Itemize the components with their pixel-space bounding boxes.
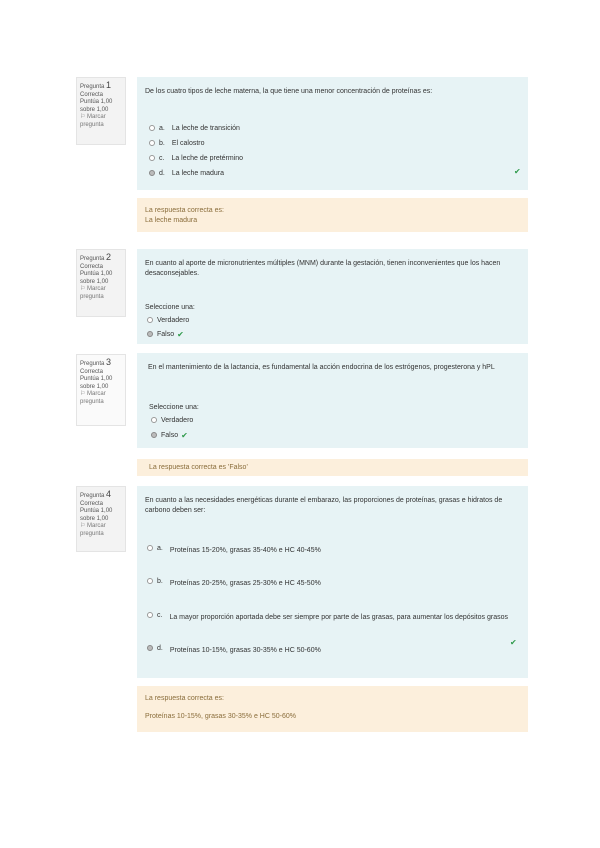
select-label: Seleccione una: (145, 303, 195, 311)
select-label: Seleccione una: (149, 403, 199, 411)
correct-check-icon: ✔ (514, 167, 521, 176)
question-info-1 (76, 77, 126, 145)
question-content-4 (137, 486, 528, 678)
radio-button-selected[interactable] (149, 170, 155, 176)
radio-button[interactable] (147, 612, 153, 618)
radio-button-selected[interactable] (147, 331, 153, 337)
question-score: Puntúa 1,00 (80, 508, 113, 514)
radio-button[interactable] (147, 545, 153, 551)
answer-option-b[interactable]: b. El calostro (149, 138, 205, 148)
feedback-box-4 (137, 686, 528, 732)
feedback-text: La respuesta correcta es 'Falso' (149, 464, 248, 471)
radio-button[interactable] (149, 140, 155, 146)
answer-option-a[interactable]: a. Proteínas 15-20%, grasas 35-40% e HC 40-45% (147, 543, 321, 553)
flag-icon: ⚐ (80, 286, 88, 292)
answer-option-false[interactable]: Falso ✔ (147, 329, 184, 339)
question-state: Correcta (80, 368, 104, 375)
radio-button[interactable] (147, 578, 153, 584)
question-info-2 (76, 249, 126, 317)
question-number: Pregunta 2 (80, 252, 112, 262)
question-number: Pregunta 3 (80, 357, 112, 367)
question-info-4 (76, 486, 126, 552)
question-score-max: sobre 1,00 (80, 383, 109, 390)
flag-icon: ⚐ (80, 391, 88, 397)
correct-check-icon: ✔ (510, 638, 517, 647)
radio-button[interactable] (147, 317, 153, 323)
question-state: Correcta (80, 91, 104, 98)
question-state: Correcta (80, 263, 104, 270)
question-info-3 (76, 354, 126, 426)
feedback-box-3 (137, 459, 528, 476)
answer-option-d[interactable]: d. Proteínas 10-15%, grasas 30-35% e HC 50-60% (147, 643, 321, 653)
flag-question-link[interactable]: ⚐ Marcar pregunta (80, 286, 106, 300)
radio-button-selected[interactable] (147, 645, 153, 651)
radio-button[interactable] (149, 155, 155, 161)
flag-question-link[interactable]: ⚐ Marcar pregunta (80, 391, 106, 405)
question-score-max: sobre 1,00 (80, 278, 109, 285)
radio-button[interactable] (149, 125, 155, 131)
answer-option-c[interactable]: c. La mayor proporción aportada debe ser siempre por parte de las grasas, para aumentar los depósitos grasos (147, 610, 508, 620)
radio-button[interactable] (151, 417, 157, 423)
question-state: Correcta (80, 500, 104, 507)
flag-question-link[interactable]: ⚐ Marcar pregunta (80, 523, 106, 537)
answer-option-c[interactable]: c. La leche de pretérmino (149, 153, 243, 163)
flag-icon: ⚐ (80, 523, 88, 529)
feedback-title: La respuesta correcta es: (145, 695, 224, 702)
feedback-answer: La leche madura (145, 217, 198, 224)
question-number: Pregunta 1 (80, 80, 112, 90)
question-number: Pregunta 4 (80, 489, 112, 499)
question-text: En cuanto al aporte de micronutrientes múltiples (MNM) durante la gestación, tienen inconvenientes que los hacen desaconsejables. (145, 260, 501, 277)
question-score-max: sobre 1,00 (80, 515, 109, 522)
answer-option-true[interactable]: Verdadero (147, 315, 189, 325)
question-score: Puntúa 1,00 (80, 271, 113, 277)
answer-option-d[interactable]: d. La leche madura (149, 168, 224, 178)
question-text: De los cuatro tipos de leche materna, la que tiene una menor concentración de proteínas es: (145, 88, 433, 95)
answer-option-b[interactable]: b. Proteínas 20-25%, grasas 25-30% e HC 45-50% (147, 576, 321, 586)
feedback-box-1 (137, 198, 528, 232)
radio-button-selected[interactable] (151, 432, 157, 438)
feedback-title: La respuesta correcta es: (145, 207, 224, 214)
answer-option-a[interactable]: a. La leche de transición (149, 123, 240, 133)
correct-check-icon: ✔ (181, 430, 188, 440)
flag-question-link[interactable]: ⚐ Marcar pregunta (80, 114, 106, 128)
flag-icon: ⚐ (80, 114, 88, 120)
answer-option-false[interactable]: Falso ✔ (151, 430, 188, 440)
question-score: Puntúa 1,00 (80, 99, 113, 105)
feedback-answer: Proteínas 10-15%, grasas 30-35% e HC 50-60% (145, 713, 296, 720)
answer-option-true[interactable]: Verdadero (151, 415, 193, 425)
question-content-1 (137, 77, 528, 190)
question-score: Puntúa 1,00 (80, 376, 113, 382)
question-content-3 (137, 353, 528, 448)
question-text: En el mantenimiento de la lactancia, es fundamental la acción endocrina de los estrógenos, progesterona y hPL (148, 364, 495, 371)
question-content-2 (137, 249, 528, 344)
question-score-max: sobre 1,00 (80, 106, 109, 113)
question-text: En cuanto a las necesidades energéticas durante el embarazo, las proporciones de proteínas, grasas e hidratos de carbono deben ser: (145, 497, 503, 514)
correct-check-icon: ✔ (177, 329, 184, 339)
